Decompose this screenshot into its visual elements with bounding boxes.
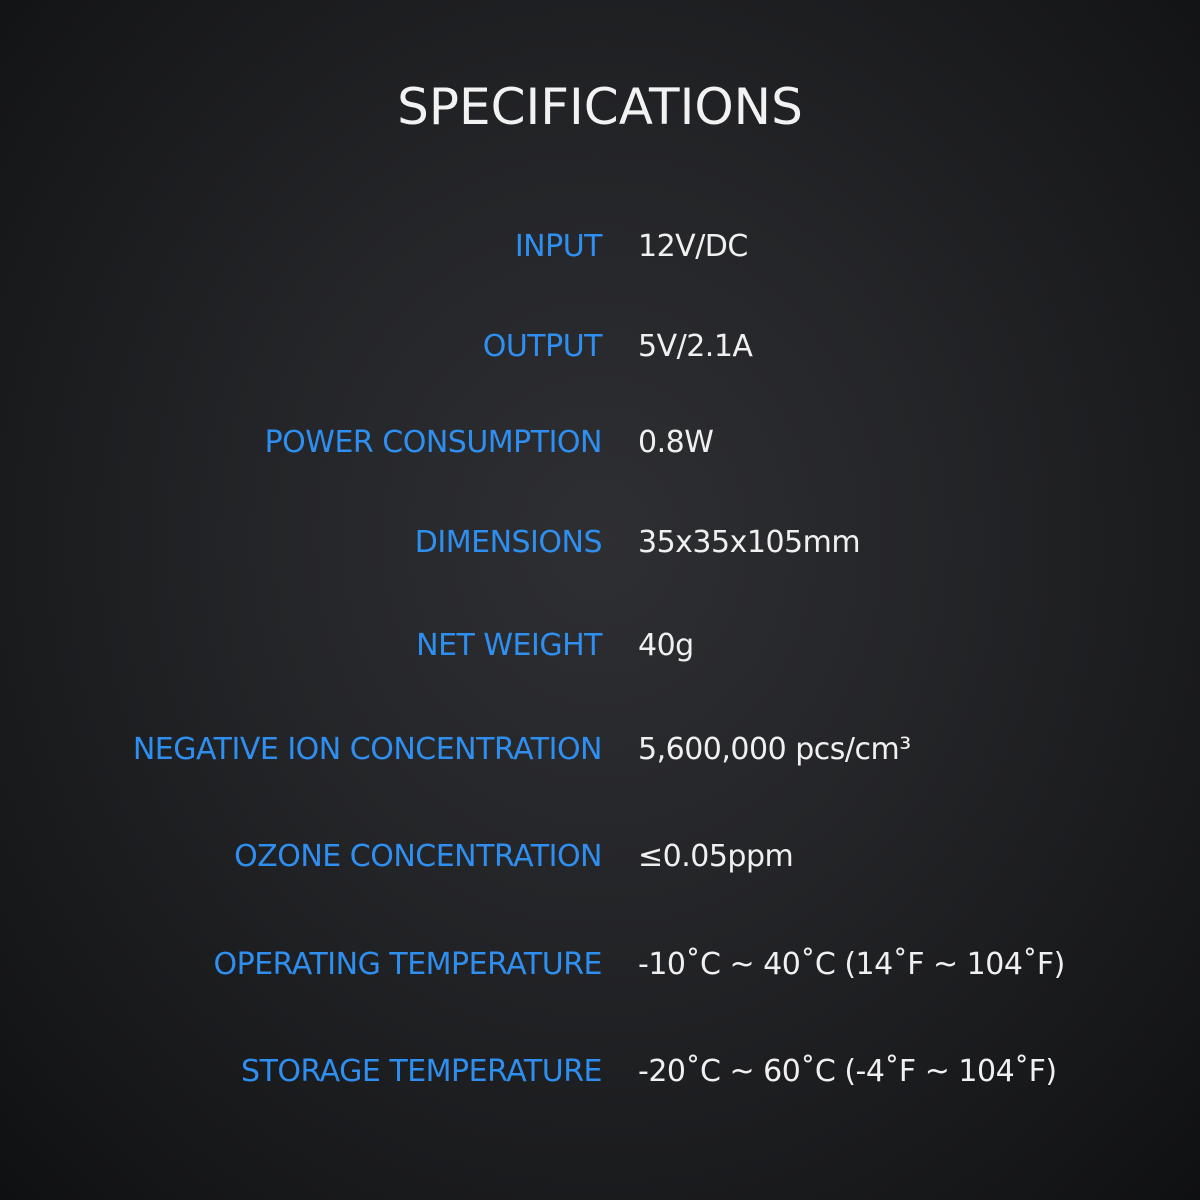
spec-value: 5,600,000 pcs/cm³ xyxy=(638,732,911,767)
spec-row-storage-temperature xyxy=(0,1047,1200,1097)
spec-label: INPUT xyxy=(514,229,602,264)
spec-row-negative-ion-concentration xyxy=(0,725,1200,775)
spec-label: STORAGE TEMPERATURE xyxy=(241,1054,602,1089)
spec-label: NET WEIGHT xyxy=(416,628,602,663)
spec-value: 5V/2.1A xyxy=(638,329,753,364)
spec-row-net-weight xyxy=(0,621,1200,671)
spec-row-output xyxy=(0,322,1200,372)
spec-value: ≤0.05ppm xyxy=(638,839,794,874)
spec-label: OZONE CONCENTRATION xyxy=(234,839,602,874)
spec-label: OPERATING TEMPERATURE xyxy=(213,947,602,982)
spec-label: POWER CONSUMPTION xyxy=(264,425,602,460)
spec-label: DIMENSIONS xyxy=(414,525,602,560)
spec-row-dimensions xyxy=(0,518,1200,568)
spec-value: 35x35x105mm xyxy=(638,525,861,560)
spec-row-operating-temperature xyxy=(0,940,1200,990)
spec-value: -20˚C ~ 60˚C (-4˚F ~ 104˚F) xyxy=(638,1054,1057,1089)
spec-row-ozone-concentration xyxy=(0,832,1200,882)
spec-value: 0.8W xyxy=(638,425,714,460)
spec-label: NEGATIVE ION CONCENTRATION xyxy=(132,732,602,767)
spec-row-input xyxy=(0,222,1200,272)
spec-label: OUTPUT xyxy=(482,329,602,364)
spec-value: 40g xyxy=(638,628,694,663)
page-title: SPECIFICATIONS xyxy=(397,78,803,136)
spec-value: 12V/DC xyxy=(638,229,748,264)
spec-value: -10˚C ~ 40˚C (14˚F ~ 104˚F) xyxy=(638,947,1065,982)
spec-row-power-consumption xyxy=(0,418,1200,468)
